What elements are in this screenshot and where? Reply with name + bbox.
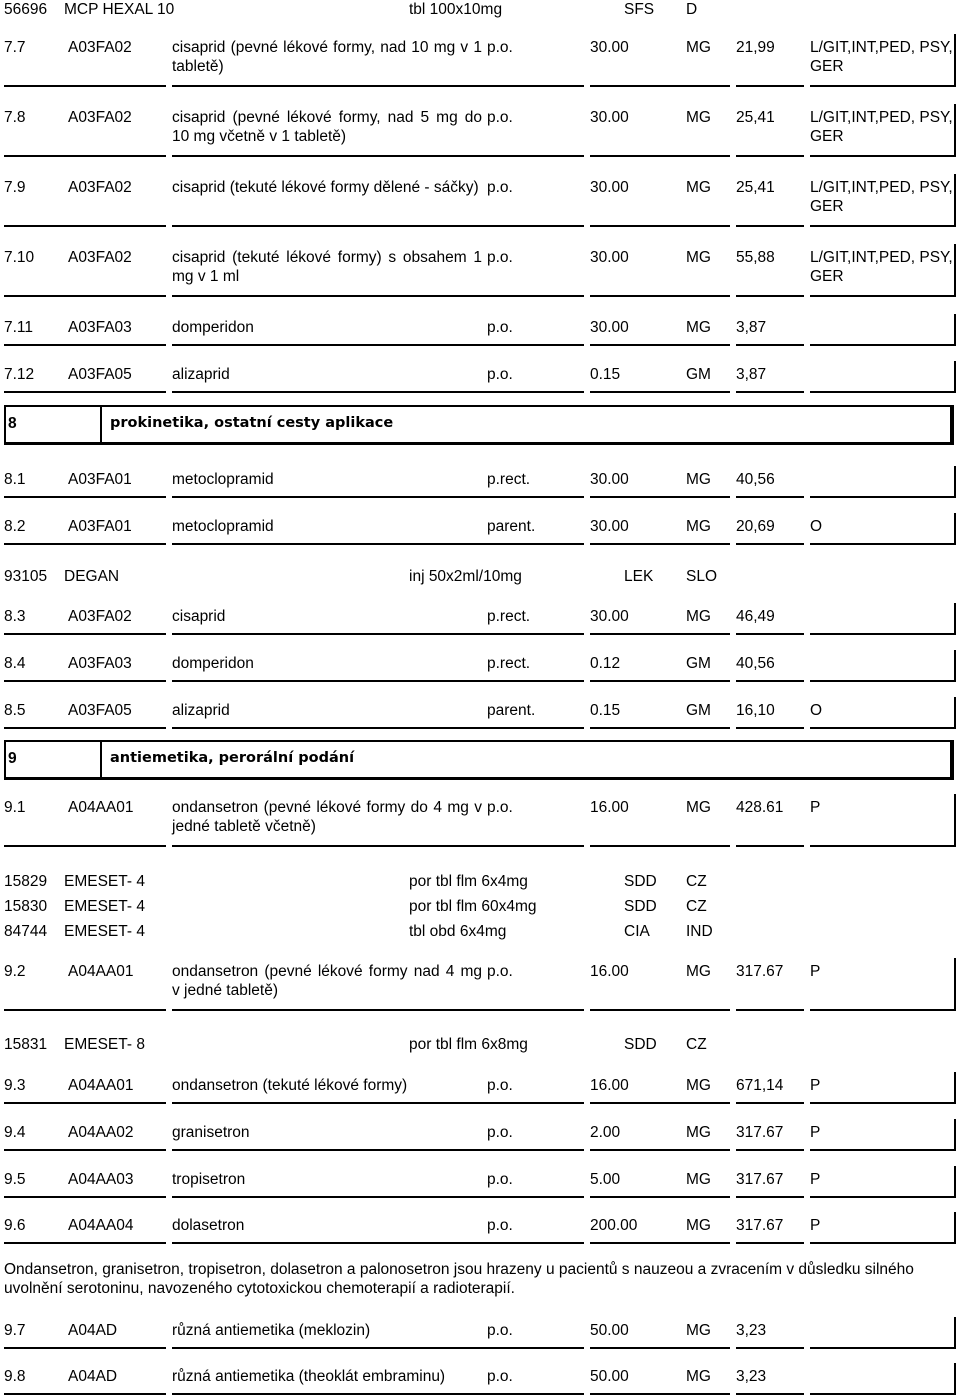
ddd-amount: 200.00 — [590, 1217, 638, 1234]
row-divider — [590, 1347, 730, 1349]
product-form: tbl 100x10mg — [409, 1, 503, 18]
route: p.rect. — [487, 655, 531, 672]
product-code: 15831 — [4, 1036, 48, 1053]
row-divider — [68, 496, 166, 498]
price: 671,14 — [736, 1077, 784, 1094]
product-code: 84744 — [4, 923, 48, 940]
route: p.o. — [487, 109, 513, 126]
atc-code: A04AD — [68, 1322, 118, 1339]
row-divider — [68, 344, 166, 346]
ddd-amount: 5.00 — [590, 1171, 621, 1188]
row-number: 9.5 — [4, 1171, 26, 1188]
product-form: por tbl flm 6x8mg — [409, 1036, 528, 1053]
row-divider — [172, 1009, 584, 1011]
row-divider — [590, 1393, 730, 1395]
section-divider — [100, 742, 102, 777]
ddd-unit: GM — [686, 702, 711, 719]
country-code: IND — [686, 923, 713, 940]
row-divider — [172, 295, 584, 297]
substance-name: cisaprid (pevné lékové formy, nad 5 mg do 10 mg včetně v 1 tabletě) — [172, 109, 482, 145]
row-divider — [590, 633, 730, 635]
row-divider — [810, 680, 956, 682]
row-divider — [590, 225, 730, 227]
section-header — [4, 405, 954, 445]
atc-code: A04AA01 — [68, 963, 134, 980]
price: 55,88 — [736, 249, 775, 266]
ddd-unit: MG — [686, 963, 711, 980]
row-number: 9.3 — [4, 1077, 26, 1094]
price: 317.67 — [736, 1124, 784, 1141]
atc-code: A03FA05 — [68, 702, 132, 719]
column-divider — [954, 34, 956, 87]
column-divider — [954, 1212, 956, 1244]
row-divider — [590, 155, 730, 157]
atc-code: A04AA02 — [68, 1124, 134, 1141]
row-divider — [736, 727, 804, 729]
route: p.o. — [487, 1171, 513, 1188]
row-divider — [172, 633, 584, 635]
ddd-amount: 2.00 — [590, 1124, 621, 1141]
row-divider — [590, 391, 730, 393]
section-number: 8 — [8, 415, 17, 432]
row-divider — [736, 1009, 804, 1011]
ddd-amount: 16.00 — [590, 1077, 629, 1094]
price: 428.61 — [736, 799, 784, 816]
row-number: 7.12 — [4, 366, 35, 383]
atc-code: A03FA03 — [68, 319, 132, 336]
row-divider — [172, 225, 584, 227]
column-divider — [954, 603, 956, 635]
product-form: por tbl flm 60x4mg — [409, 898, 537, 915]
column-divider — [954, 1119, 956, 1151]
row-divider — [590, 543, 730, 545]
row-divider — [810, 1102, 956, 1104]
ddd-unit: MG — [686, 109, 711, 126]
row-divider — [172, 1347, 584, 1349]
row-divider — [736, 391, 804, 393]
row-divider — [68, 155, 166, 157]
row-divider — [736, 496, 804, 498]
price: 40,56 — [736, 471, 775, 488]
row-divider — [172, 391, 584, 393]
route: parent. — [487, 518, 536, 535]
row-number: 8.2 — [4, 518, 26, 535]
atc-code: A04AD — [68, 1368, 118, 1385]
column-divider — [954, 650, 956, 682]
substance-name: různá antiemetika (theoklát embraminu) — [172, 1368, 446, 1385]
row-divider — [68, 1347, 166, 1349]
substance-name: ondansetron (pevné lékové formy nad 4 mg v jedné tabletě) — [172, 963, 482, 999]
row-divider — [810, 1347, 956, 1349]
ddd-unit: MG — [686, 799, 711, 816]
price: 40,56 — [736, 655, 775, 672]
ddd-amount: 0.12 — [590, 655, 621, 672]
price: 25,41 — [736, 109, 775, 126]
row-divider — [172, 680, 584, 682]
ddd-amount: 30.00 — [590, 518, 629, 535]
atc-code: A03FA02 — [68, 39, 132, 56]
row-number: 8.1 — [4, 471, 26, 488]
ddd-amount: 16.00 — [590, 963, 629, 980]
row-divider — [810, 543, 956, 545]
route: p.o. — [487, 1322, 513, 1339]
route: p.o. — [487, 963, 513, 980]
row-divider — [810, 845, 956, 847]
row-divider — [736, 85, 804, 87]
column-divider — [954, 466, 956, 498]
row-divider — [68, 1149, 166, 1151]
row-number: 8.5 — [4, 702, 26, 719]
manufacturer-code: LEK — [624, 568, 654, 585]
substance-name: cisaprid (tekuté lékové formy) s obsahem 1 mg v 1 ml — [172, 249, 482, 285]
atc-code: A03FA05 — [68, 366, 132, 383]
row-divider — [590, 1009, 730, 1011]
route: p.o. — [487, 39, 513, 56]
row-number: 7.9 — [4, 179, 26, 196]
ddd-unit: MG — [686, 1077, 711, 1094]
ddd-amount: 30.00 — [590, 39, 629, 56]
restriction: P — [810, 963, 821, 980]
row-divider — [68, 1102, 166, 1104]
substance-name: cisaprid — [172, 608, 226, 625]
row-divider — [172, 845, 584, 847]
substance-name: granisetron — [172, 1124, 250, 1141]
substance-name: tropisetron — [172, 1171, 246, 1188]
row-divider — [810, 225, 956, 227]
row-divider — [736, 633, 804, 635]
restriction: L/GIT,INT,PED, PSY, GER — [810, 179, 953, 215]
product-name: EMESET- 8 — [64, 1036, 145, 1053]
price: 25,41 — [736, 179, 775, 196]
row-divider — [68, 727, 166, 729]
route: p.o. — [487, 249, 513, 266]
row-divider — [590, 85, 730, 87]
row-divider — [172, 1242, 584, 1244]
route: p.o. — [487, 799, 513, 816]
column-divider — [954, 244, 956, 297]
price: 317.67 — [736, 1217, 784, 1234]
route: p.o. — [487, 179, 513, 196]
row-divider — [68, 1393, 166, 1395]
route: p.o. — [487, 319, 513, 336]
restriction: P — [810, 799, 821, 816]
substance-name: alizaprid — [172, 366, 230, 383]
row-divider — [172, 1149, 584, 1151]
row-divider — [810, 295, 956, 297]
price: 317.67 — [736, 1171, 784, 1188]
row-divider — [736, 1196, 804, 1198]
row-divider — [172, 1393, 584, 1395]
ddd-unit: MG — [686, 1124, 711, 1141]
product-name: EMESET- 4 — [64, 898, 145, 915]
row-divider — [68, 1196, 166, 1198]
atc-code: A03FA02 — [68, 608, 132, 625]
product-code: 15830 — [4, 898, 48, 915]
manufacturer-code: SFS — [624, 1, 655, 18]
reimbursement-note: Ondansetron, granisetron, tropisetron, dolasetron a palonosetron jsou hrazeny u pacientů s nauzeou a zvracením v důsledku silného uvolnění serotoninu, navozeného cytotoxickou chemoterapií a radioterapií. — [4, 1261, 914, 1297]
manufacturer-code: SDD — [624, 898, 657, 915]
ddd-amount: 30.00 — [590, 109, 629, 126]
column-divider — [954, 314, 956, 346]
row-divider — [590, 845, 730, 847]
atc-code: A03FA01 — [68, 518, 132, 535]
row-divider — [810, 391, 956, 393]
ddd-unit: MG — [686, 608, 711, 625]
row-divider — [590, 1102, 730, 1104]
ddd-unit: MG — [686, 1322, 711, 1339]
row-divider — [736, 295, 804, 297]
row-divider — [810, 1393, 956, 1395]
product-code: 93105 — [4, 568, 48, 585]
row-divider — [172, 1102, 584, 1104]
route: p.o. — [487, 1077, 513, 1094]
ddd-amount: 50.00 — [590, 1322, 629, 1339]
price: 317.67 — [736, 963, 784, 980]
route: p.o. — [487, 1368, 513, 1385]
price: 46,49 — [736, 608, 775, 625]
row-divider — [68, 680, 166, 682]
row-divider — [68, 543, 166, 545]
substance-name: metoclopramid — [172, 518, 274, 535]
column-divider — [954, 104, 956, 157]
manufacturer-code: SDD — [624, 1036, 657, 1053]
row-divider — [172, 543, 584, 545]
row-number: 7.7 — [4, 39, 26, 56]
row-divider — [172, 155, 584, 157]
country-code: D — [686, 1, 698, 18]
route: p.rect. — [487, 471, 531, 488]
restriction: O — [810, 518, 823, 535]
section-title: prokinetika, ostatní cesty aplikace — [110, 415, 394, 431]
atc-code: A04AA01 — [68, 799, 134, 816]
price: 3,87 — [736, 366, 767, 383]
row-divider — [172, 496, 584, 498]
substance-name: alizaprid — [172, 702, 230, 719]
atc-code: A03FA02 — [68, 249, 132, 266]
row-divider — [810, 1242, 956, 1244]
row-number: 8.4 — [4, 655, 26, 672]
route: parent. — [487, 702, 536, 719]
ddd-unit: GM — [686, 655, 711, 672]
product-name: EMESET- 4 — [64, 923, 145, 940]
row-divider — [810, 496, 956, 498]
row-divider — [810, 1149, 956, 1151]
price: 3,23 — [736, 1322, 767, 1339]
column-divider — [954, 1072, 956, 1104]
column-divider — [954, 513, 956, 545]
section-title: antiemetika, perorální podání — [110, 750, 355, 766]
atc-code: A04AA01 — [68, 1077, 134, 1094]
row-divider — [172, 344, 584, 346]
section-header — [4, 740, 954, 780]
column-divider — [954, 1317, 956, 1349]
ddd-amount: 16.00 — [590, 799, 629, 816]
ddd-amount: 30.00 — [590, 319, 629, 336]
substance-name: ondansetron (tekuté lékové formy) — [172, 1077, 408, 1094]
row-divider — [810, 344, 956, 346]
row-divider — [736, 1242, 804, 1244]
ddd-amount: 50.00 — [590, 1368, 629, 1385]
country-code: SLO — [686, 568, 718, 585]
ddd-amount: 0.15 — [590, 366, 621, 383]
row-divider — [68, 845, 166, 847]
row-divider — [68, 295, 166, 297]
row-divider — [590, 295, 730, 297]
row-divider — [736, 680, 804, 682]
ddd-unit: MG — [686, 1217, 711, 1234]
row-divider — [736, 543, 804, 545]
row-number: 8.3 — [4, 608, 26, 625]
country-code: CZ — [686, 873, 707, 890]
restriction: P — [810, 1077, 821, 1094]
row-divider — [172, 727, 584, 729]
row-number: 9.8 — [4, 1368, 26, 1385]
product-form: tbl obd 6x4mg — [409, 923, 507, 940]
substance-name: domperidon — [172, 319, 254, 336]
atc-code: A03FA03 — [68, 655, 132, 672]
row-divider — [736, 155, 804, 157]
product-code: 15829 — [4, 873, 48, 890]
row-number: 9.7 — [4, 1322, 26, 1339]
price: 3,87 — [736, 319, 767, 336]
row-divider — [590, 1149, 730, 1151]
section-divider — [100, 407, 102, 442]
atc-code: A04AA04 — [68, 1217, 134, 1234]
ddd-unit: MG — [686, 1171, 711, 1188]
restriction: L/GIT,INT,PED, PSY, GER — [810, 249, 953, 285]
row-divider — [736, 1102, 804, 1104]
substance-name: domperidon — [172, 655, 254, 672]
route: p.o. — [487, 366, 513, 383]
row-divider — [810, 1196, 956, 1198]
manufacturer-code: SDD — [624, 873, 657, 890]
row-divider — [68, 1009, 166, 1011]
row-divider — [68, 85, 166, 87]
restriction: P — [810, 1171, 821, 1188]
substance-name: cisaprid (pevné lékové formy, nad 10 mg v 1 tabletě) — [172, 39, 482, 75]
row-divider — [736, 1149, 804, 1151]
section-number: 9 — [8, 750, 17, 767]
row-divider — [810, 633, 956, 635]
product-name: DEGAN — [64, 568, 120, 585]
row-divider — [590, 1242, 730, 1244]
ddd-amount: 30.00 — [590, 471, 629, 488]
restriction: O — [810, 702, 823, 719]
product-code: 56696 — [4, 1, 48, 18]
row-divider — [68, 1242, 166, 1244]
row-divider — [810, 1009, 956, 1011]
route: p.o. — [487, 1124, 513, 1141]
column-divider — [954, 361, 956, 393]
restriction: L/GIT,INT,PED, PSY, GER — [810, 39, 953, 75]
row-divider — [736, 845, 804, 847]
ddd-amount: 30.00 — [590, 249, 629, 266]
row-divider — [68, 391, 166, 393]
product-form: por tbl flm 6x4mg — [409, 873, 528, 890]
row-divider — [736, 225, 804, 227]
column-divider — [954, 697, 956, 729]
row-divider — [68, 225, 166, 227]
country-code: CZ — [686, 1036, 707, 1053]
ddd-amount: 30.00 — [590, 179, 629, 196]
price: 21,99 — [736, 39, 775, 56]
row-divider — [810, 727, 956, 729]
substance-name: dolasetron — [172, 1217, 245, 1234]
price: 20,69 — [736, 518, 775, 535]
row-divider — [590, 344, 730, 346]
row-divider — [68, 633, 166, 635]
ddd-unit: MG — [686, 471, 711, 488]
price: 16,10 — [736, 702, 775, 719]
row-number: 9.1 — [4, 799, 26, 816]
ddd-unit: GM — [686, 366, 711, 383]
ddd-unit: MG — [686, 518, 711, 535]
manufacturer-code: CIA — [624, 923, 650, 940]
country-code: CZ — [686, 898, 707, 915]
ddd-unit: MG — [686, 249, 711, 266]
row-divider — [810, 85, 956, 87]
substance-name: cisaprid (tekuté lékové formy dělené - sáčky) — [172, 179, 479, 196]
atc-code: A03FA02 — [68, 109, 132, 126]
ddd-unit: MG — [686, 1368, 711, 1385]
substance-name: různá antiemetika (meklozin) — [172, 1322, 371, 1339]
ddd-amount: 30.00 — [590, 608, 629, 625]
row-number: 7.11 — [4, 319, 34, 336]
row-divider — [736, 344, 804, 346]
row-divider — [810, 155, 956, 157]
row-divider — [590, 1196, 730, 1198]
row-divider — [736, 1393, 804, 1395]
restriction: L/GIT,INT,PED, PSY, GER — [810, 109, 953, 145]
column-divider — [954, 794, 956, 847]
ddd-unit: MG — [686, 39, 711, 56]
row-divider — [172, 1196, 584, 1198]
row-number: 9.4 — [4, 1124, 26, 1141]
product-name: MCP HEXAL 10 — [64, 1, 175, 18]
atc-code: A03FA01 — [68, 471, 132, 488]
restriction: P — [810, 1124, 821, 1141]
row-divider — [590, 680, 730, 682]
row-number: 9.2 — [4, 963, 26, 980]
row-number: 9.6 — [4, 1217, 26, 1234]
substance-name: ondansetron (pevné lékové formy do 4 mg v jedné tabletě včetně) — [172, 799, 482, 835]
column-divider — [954, 1166, 956, 1198]
row-divider — [590, 727, 730, 729]
column-divider — [954, 958, 956, 1011]
route: p.rect. — [487, 608, 531, 625]
atc-code: A04AA03 — [68, 1171, 134, 1188]
row-number: 7.8 — [4, 109, 26, 126]
product-name: EMESET- 4 — [64, 873, 145, 890]
ddd-unit: MG — [686, 179, 711, 196]
row-divider — [172, 85, 584, 87]
ddd-unit: MG — [686, 319, 711, 336]
row-divider — [590, 496, 730, 498]
row-divider — [736, 1347, 804, 1349]
column-divider — [954, 1363, 956, 1395]
price: 3,23 — [736, 1368, 767, 1385]
restriction: P — [810, 1217, 821, 1234]
row-number: 7.10 — [4, 249, 35, 266]
substance-name: metoclopramid — [172, 471, 274, 488]
ddd-amount: 0.15 — [590, 702, 621, 719]
atc-code: A03FA02 — [68, 179, 132, 196]
product-form: inj 50x2ml/10mg — [409, 568, 522, 585]
column-divider — [954, 174, 956, 227]
route: p.o. — [487, 1217, 513, 1234]
